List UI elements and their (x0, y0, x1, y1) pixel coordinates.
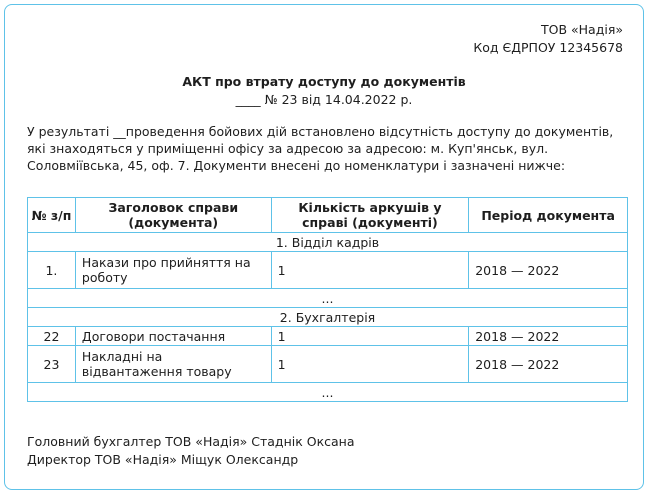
act-number-line: ____ № 23 від 14.04.2022 р. (235, 92, 413, 107)
cell-num: 22 (28, 327, 76, 346)
ellipsis-cell: ... (28, 289, 628, 308)
org-edrpou: Код ЄДРПОУ 12345678 (473, 40, 623, 55)
cell-period: 2018 — 2022 (469, 346, 628, 383)
cell-period: 2018 — 2022 (469, 252, 628, 289)
cell-title: Накладні на відвантаження товару (75, 346, 271, 383)
header-title: Заголовок справи (документа) (75, 198, 271, 233)
section-row (28, 233, 628, 252)
header-num: № з/п (28, 198, 76, 233)
signature-director: Директор ТОВ «Надія» Міщук Олександр (27, 452, 299, 467)
table-row (28, 327, 628, 346)
org-name: ТОВ «Надія» (540, 22, 623, 37)
cell-sheets: 1 (271, 346, 469, 383)
section-label-accounting: 2. Бухгалтерія (28, 308, 628, 327)
act-title-block (5, 73, 643, 109)
header-period: Період документа (469, 198, 628, 233)
ellipsis-row (28, 383, 628, 402)
cell-period: 2018 — 2022 (469, 327, 628, 346)
signature-accountant: Головний бухгалтер ТОВ «Надія» Стаднік Оксана (27, 434, 355, 449)
cell-title: Накази про прийняття на роботу (75, 252, 271, 289)
act-title: АКТ про втрату доступу до документів (182, 74, 466, 89)
intro-paragraph: У результаті __проведення бойових дій встановлено відсутність доступу до документів, які знаходяться у приміщенні офісу за адресою за адресою: м. Куп'янськ, вул. Соловміївська, 45, оф. 7. Документи внесені до номенклатури і зазначені нижче: (27, 124, 614, 173)
document-page (4, 4, 644, 490)
cell-num: 1. (28, 252, 76, 289)
org-header (473, 21, 623, 57)
documents-table (27, 197, 628, 402)
cell-sheets: 1 (271, 327, 469, 346)
ellipsis-row (28, 289, 628, 308)
header-sheets: Кількість аркушів у справі (документі) (271, 198, 469, 233)
signatures-block (27, 433, 355, 469)
cell-title: Договори постачання (75, 327, 271, 346)
section-row (28, 308, 628, 327)
cell-num: 23 (28, 346, 76, 383)
table-row (28, 346, 628, 383)
table-header-row (28, 198, 628, 233)
table-row (28, 252, 628, 289)
ellipsis-cell: ... (28, 383, 628, 402)
section-label-hr: 1. Відділ кадрів (28, 233, 628, 252)
cell-sheets: 1 (271, 252, 469, 289)
